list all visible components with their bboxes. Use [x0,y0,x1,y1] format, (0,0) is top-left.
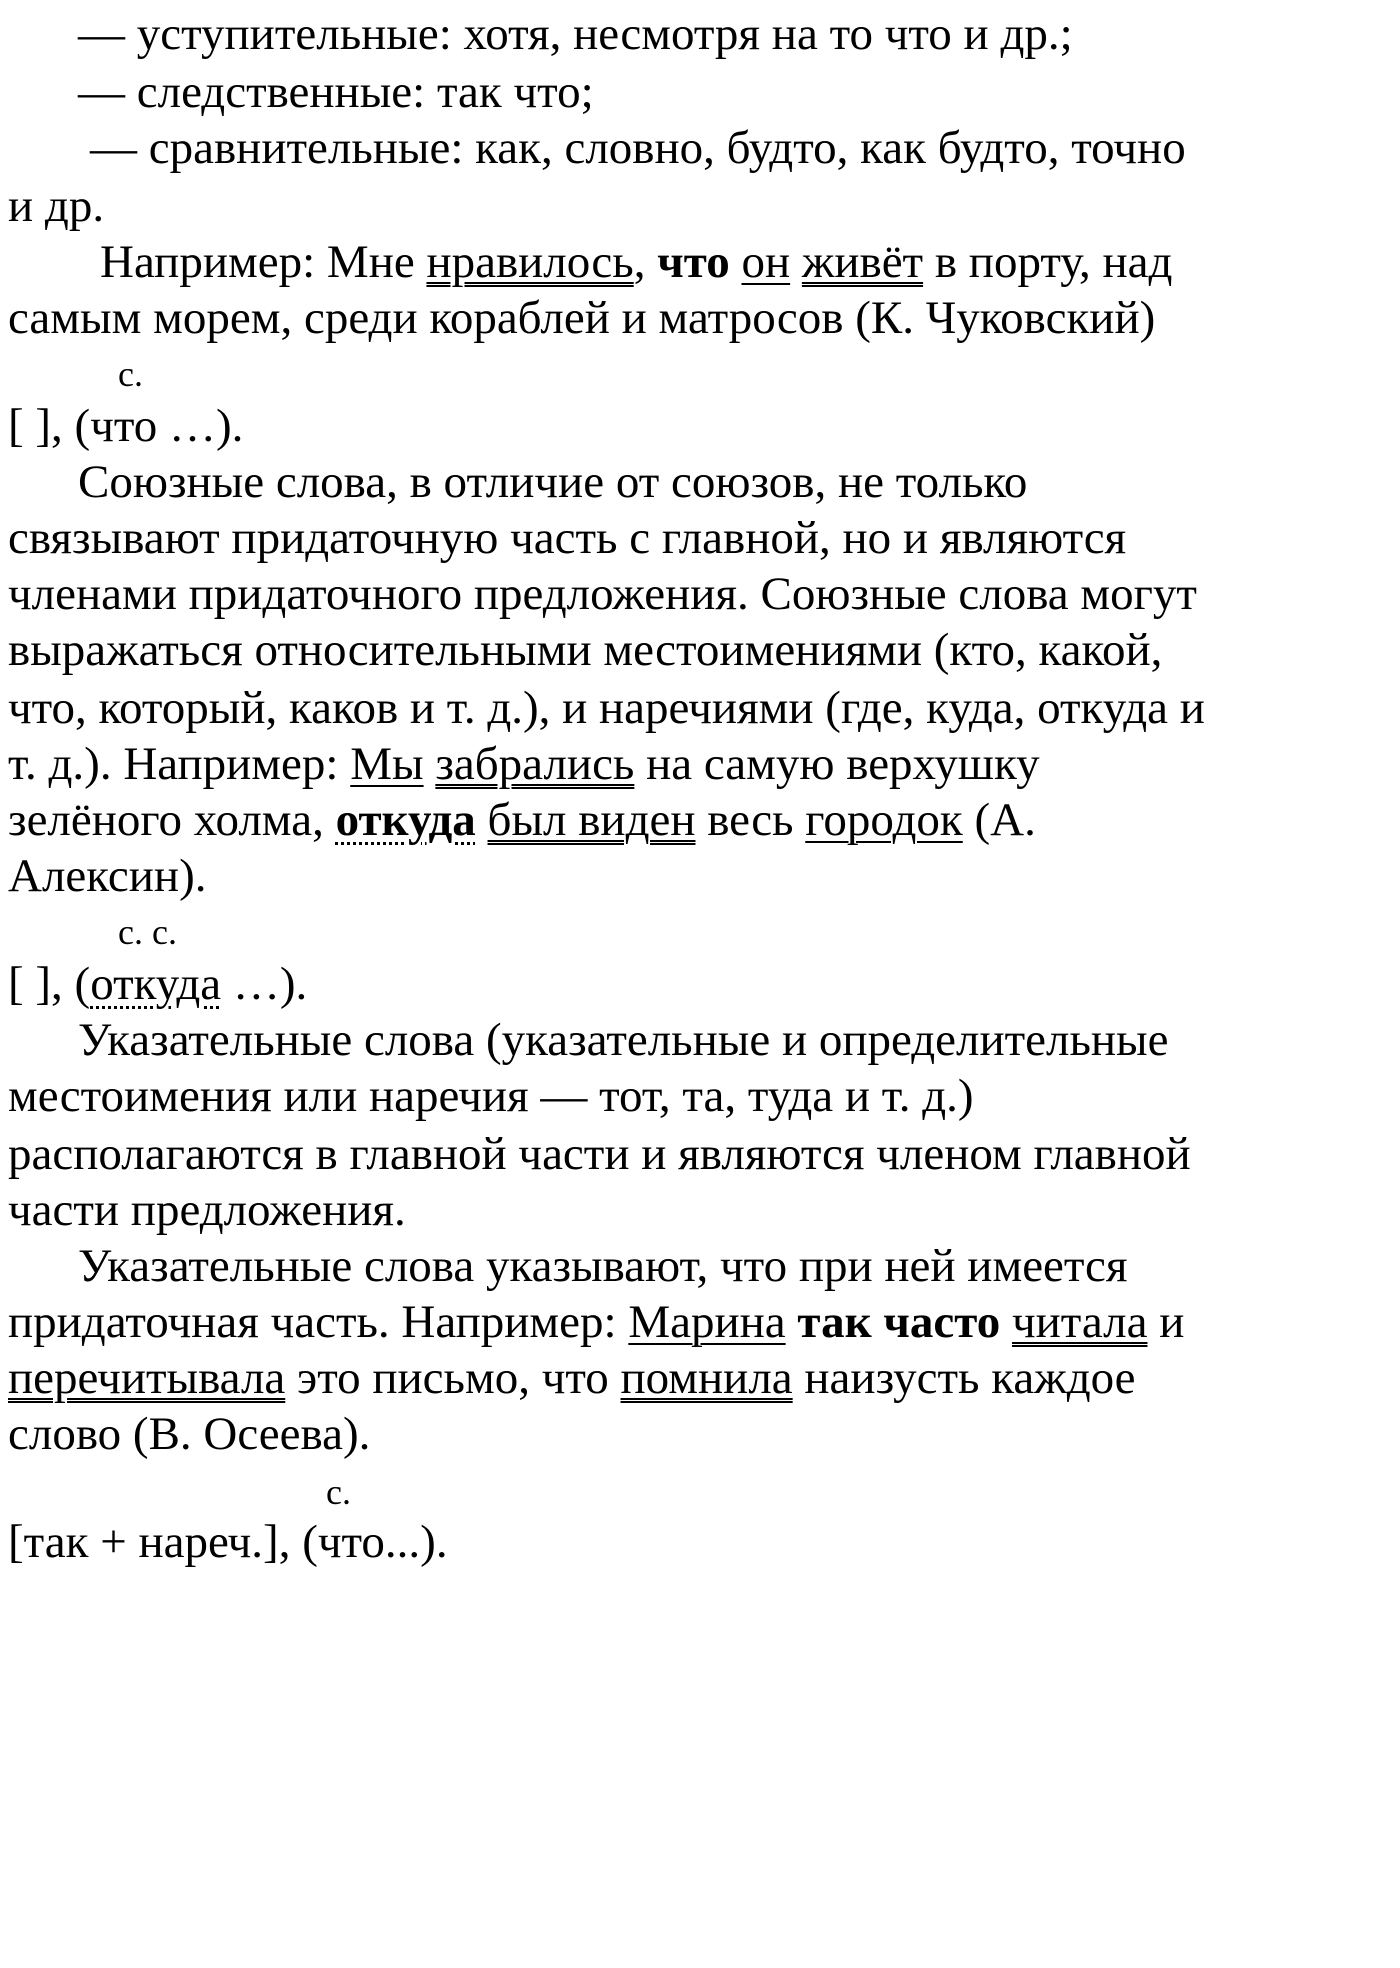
subject-word: городок [805,794,963,846]
text-fragment [786,1296,798,1348]
text-fragment: , [633,236,658,288]
scheme-label: с. [118,354,143,394]
subject-word: Марина [628,1296,786,1348]
predicate-word: помнила [620,1352,793,1404]
text-line: местоимения или наречия — тот, та, туда и т. д.) [8,1070,974,1122]
conjunctive-word: откуда [90,958,222,1010]
predicate-word: живёт [801,236,924,288]
subject-word: Мы [350,738,424,790]
text-fragment: и [1147,1296,1185,1348]
conjunction-word: что [657,236,730,288]
text-fragment [790,236,802,288]
conjunctive-word: откуда [335,794,476,846]
text-line: Союзные слова, в отличие от союзов, не только [78,456,1028,508]
example-sentence-line [8,1350,1136,1406]
text-line: — уступительные: хотя, несмотря на то что и др.; [78,8,1073,60]
text-line: связывают придаточную часть с главной, но и являются [8,512,1127,564]
example-sentence-line [8,736,1040,792]
text-line: выражаться относительными местоимениями (кто, какой, [8,624,1163,676]
text-line: самым морем, среди кораблей и матросов (К. Чуковский) [8,292,1156,344]
subject-word: он [741,236,791,288]
sentence-scheme: [так + нареч.], (что...). [8,1516,448,1568]
scheme-label: с. [326,1472,351,1512]
predicate-word: перечитывала [8,1352,286,1404]
demonstrative-word: так часто [797,1296,1001,1348]
text-fragment: зелёного холма, [8,794,336,846]
example-sentence-line [8,1294,1184,1350]
sentence-scheme [8,956,307,1012]
text-line: Указательные слова указывают, что при ней имеется [78,1240,1128,1292]
text-fragment: на самую верхушку [634,738,1040,790]
example-sentence-line [8,792,1036,848]
text-fragment: [ ], ( [8,958,91,1010]
text-fragment: т. д.). Например: [8,738,351,790]
text-fragment: придаточная часть. Например: [8,1296,629,1348]
text-fragment [1000,1296,1012,1348]
text-line: что, который, каков и т. д.), и наречиями (где, куда, откуда и [8,682,1205,734]
text-fragment [424,738,436,790]
text-line: Алексин). [8,850,207,902]
example-sentence-line [100,234,1172,290]
text-fragment: весь [695,794,806,846]
text-line: части предложения. [8,1184,406,1236]
sentence-scheme: [ ], (что …). [8,400,244,452]
text-fragment: (А. [962,794,1036,846]
text-line: Указательные слова (указательные и определительные [78,1014,1169,1066]
text-line: членами придаточного предложения. Союзные слова могут [8,568,1197,620]
text-line: и др. [8,180,105,232]
predicate-word: был виден [487,794,696,846]
text-fragment [476,794,488,846]
predicate-word: читала [1011,1296,1148,1348]
predicate-word: нравилось [426,236,634,288]
text-fragment: …). [221,958,308,1010]
text-line: — следственные: так что; [78,66,594,118]
text-fragment: наизусть каждое [792,1352,1136,1404]
text-line: — сравнительные: как, словно, будто, как будто, точно [90,122,1186,174]
text-fragment [730,236,742,288]
text-line: слово (В. Осеева). [8,1408,371,1460]
scheme-label: с. с. [118,912,177,952]
text-fragment: в порту, над [923,236,1173,288]
predicate-word: забрались [435,738,635,790]
text-line: располагаются в главной части и являются членом главной [8,1128,1191,1180]
text-fragment: это письмо, что [285,1352,621,1404]
text-fragment: Например: Мне [100,236,427,288]
